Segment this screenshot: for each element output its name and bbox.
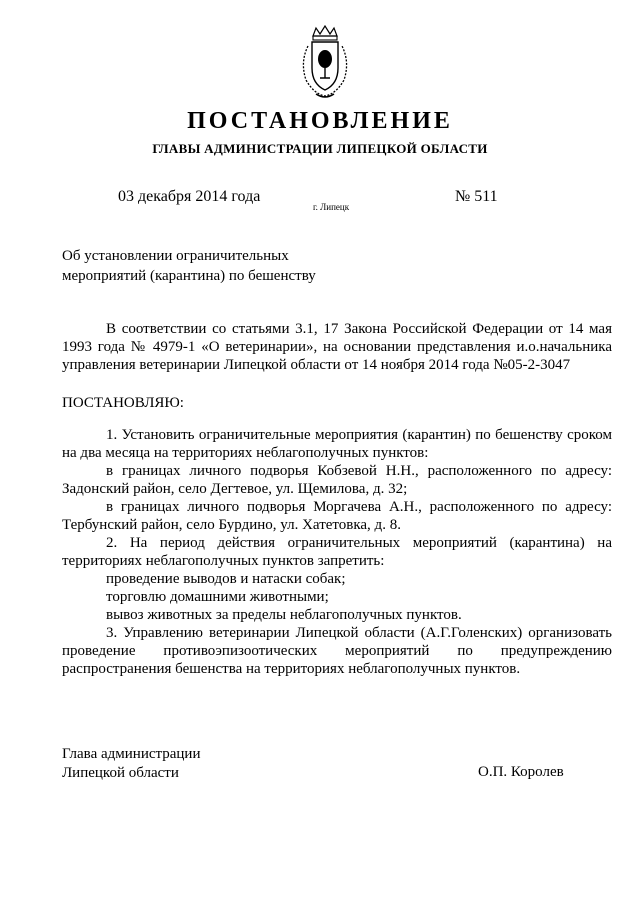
- document-date: 03 декабря 2014 года: [118, 188, 261, 205]
- item-1-b: в границах личного подворья Моргачева А.Н., расположенного по адресу: Тербунский район, село Бурдино, ул. Хатетовка, д. 8.: [62, 499, 612, 533]
- preamble-section: [62, 320, 612, 374]
- decree-word-section: [62, 394, 612, 412]
- item-3: 3. Управлению ветеринарии Липецкой области (А.Г.Голенских) организовать проведение противоэпизоотических мероприятий по предупреждению распространения бешенства на территориях неблагополучных пунктов.: [62, 625, 612, 677]
- item-2-a: проведение выводов и натаски собак;: [106, 571, 346, 587]
- decree-items: [62, 426, 612, 678]
- decree-word: ПОСТАНОВЛЯЮ:: [62, 395, 184, 411]
- signature-name: О.П. Королев: [478, 764, 564, 780]
- document-city: г. Липецк: [313, 202, 350, 212]
- coat-of-arms-icon: [296, 22, 354, 102]
- document-subtitle: ГЛАВЫ АДМИНИСТРАЦИИ ЛИПЕЦКОЙ ОБЛАСТИ: [152, 141, 488, 156]
- preamble-paragraph: В соответствии со статьями 3.1, 17 Закона Российской Федерации от 14 мая 1993 года № 4979-1 «О ветеринарии», на основании представления и.о.начальника управления ветеринарии Липецкой области от 14 ноября 2014 года №05-2-3047: [62, 321, 612, 373]
- signature-position: [62, 745, 200, 783]
- document-number: № 511: [455, 188, 498, 205]
- signature-position-line-2: Липецкой области: [62, 765, 179, 781]
- document-title: ПОСТАНОВЛЕНИЕ: [187, 108, 453, 134]
- subject-line-1: Об установлении ограничительных: [62, 248, 289, 264]
- item-2-c: вывоз животных за пределы неблагополучных пунктов.: [106, 607, 462, 623]
- item-1: 1. Установить ограничительные мероприятия (карантин) по бешенству сроком на два месяца на территориях неблагополучных пунктов:: [62, 427, 612, 461]
- item-1-a: в границах личного подворья Кобзевой Н.Н., расположенного по адресу: Задонский район, село Дегтевое, ул. Щемилова, д. 32;: [62, 463, 612, 497]
- item-2-b: торговлю домашними животными;: [106, 589, 329, 605]
- signature-position-line-1: Глава администрации: [62, 746, 201, 762]
- item-2: 2. На период действия ограничительных мероприятий (карантина) на территориях неблагополучных пунктов запретить:: [62, 535, 612, 569]
- document-subject: [62, 246, 316, 286]
- subject-line-2: мероприятий (карантина) по бешенству: [62, 268, 316, 284]
